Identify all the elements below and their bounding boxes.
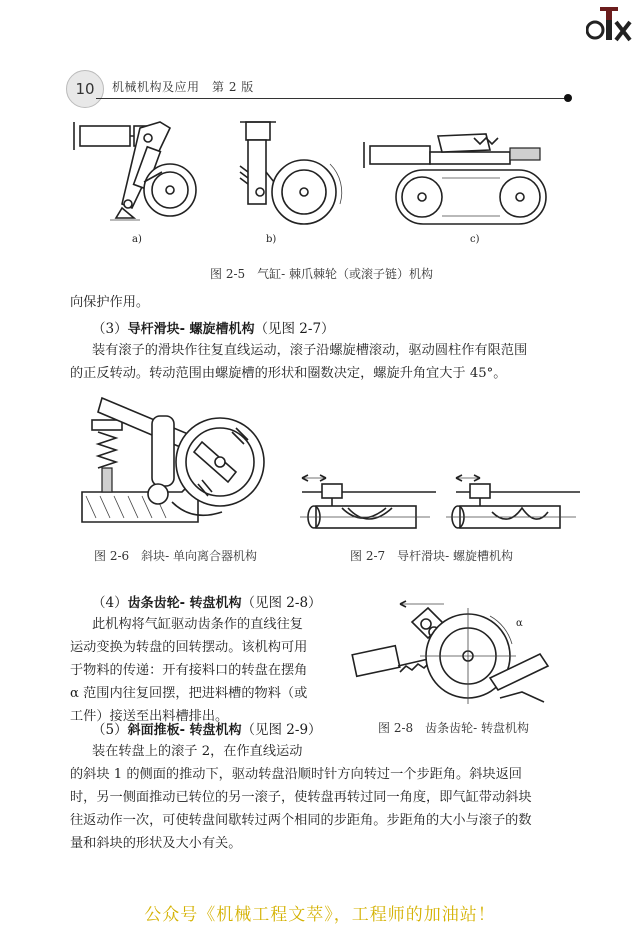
- figure-2-7: [296, 468, 586, 540]
- section-4-title: 齿条齿轮- 转盘机构: [127, 596, 242, 611]
- page-number: 10: [66, 70, 104, 108]
- figure-2-5a-diagram: [74, 122, 196, 245]
- figure-2-8-caption: 图 2-8 齿条齿轮- 转盘机构: [378, 721, 530, 735]
- logo-icon: [586, 6, 632, 46]
- section-4-ref: （见图 2-8）: [241, 595, 322, 611]
- figure-2-6-caption: 图 2-6 斜块- 单向离合器机构: [94, 549, 258, 563]
- figure-2-5-caption: 图 2-5 气缸- 棘爪棘轮（或滚子链）机构: [210, 267, 434, 281]
- section-4-line-4: α 范围内往复回摆，把进料槽的物料（或: [70, 686, 308, 701]
- header-rule-dot: [564, 94, 572, 102]
- section-5-heading: [92, 718, 322, 738]
- section-4-line-1: 此机构将气缸驱动齿条作的直线往复: [92, 617, 303, 632]
- section-5-number: （5）: [92, 722, 128, 738]
- section-5-line-3: 时，另一侧面推动已转位的另一滚子，使转盘再转过同一角度，即气缸带动斜块: [70, 790, 532, 805]
- figure-2-5b-diagram: [240, 122, 342, 245]
- section-3-line-2: 的正反转动。转动范围由螺旋槽的形状和圈数决定，螺旋升角宜大于 45°。: [70, 366, 507, 381]
- figure-2-6: [72, 392, 292, 532]
- label-alpha: α: [516, 618, 523, 629]
- section-3-ref: （见图 2-7）: [254, 321, 335, 337]
- section-5-line-1: 装在转盘上的滚子 2，在作直线运动: [92, 744, 303, 759]
- section-5-title: 斜面推板- 转盘机构: [127, 723, 242, 738]
- sub-label-b: b): [266, 234, 277, 245]
- section-3-line-1: 装有滚子的滑块作往复直线运动，滚子沿螺旋槽滚动，驱动圆柱作有限范围: [92, 343, 528, 358]
- section-4-heading: [92, 591, 322, 611]
- section-4-line-3: 于物料的传递：开有接料口的转盘在摆角: [70, 663, 308, 678]
- footer-banner: 公众号《机械工程文萃》，工程师的加油站！: [144, 905, 496, 925]
- section-3-title: 导杆滑块- 螺旋槽机构: [127, 322, 255, 337]
- figure-2-7-right-diagram: [446, 475, 580, 528]
- figure-2-7-caption: 图 2-7 导杆滑块- 螺旋槽机构: [350, 549, 514, 563]
- figure-2-8: [340, 594, 576, 714]
- running-header-title: 机械机构及应用 第 2 版: [112, 80, 254, 94]
- section-4-line-2: 运动变换为转盘的回转摆动。该机构可用: [70, 640, 308, 655]
- section-5-line-5: 量和斜块的形状及大小有关。: [70, 836, 242, 851]
- section-5-line-4: 往返动作一次，可使转盘间歇转过两个相同的步距角。步距角的大小与滚子的数: [70, 813, 532, 828]
- sub-label-c: c): [470, 234, 480, 245]
- section-5-line-2: 的斜块 1 的侧面的推动下，驱动转盘沿顺时针方向转过一个步距角。斜块返回: [70, 767, 522, 782]
- section-5-ref: （见图 2-9）: [241, 722, 322, 738]
- paragraph-continuation: 向保护作用。: [70, 295, 150, 310]
- header-rule: [96, 98, 566, 99]
- section-3-number: （3）: [92, 321, 128, 337]
- figure-2-5: [70, 108, 570, 258]
- figure-2-5c-diagram: [364, 134, 546, 245]
- section-4-number: （4）: [92, 595, 128, 611]
- figure-2-7-left-diagram: [300, 475, 436, 528]
- section-4-line-5: 工件）接送至出料槽排出。: [70, 709, 229, 724]
- section-3-heading: [92, 317, 335, 337]
- sub-label-a: a): [132, 234, 142, 245]
